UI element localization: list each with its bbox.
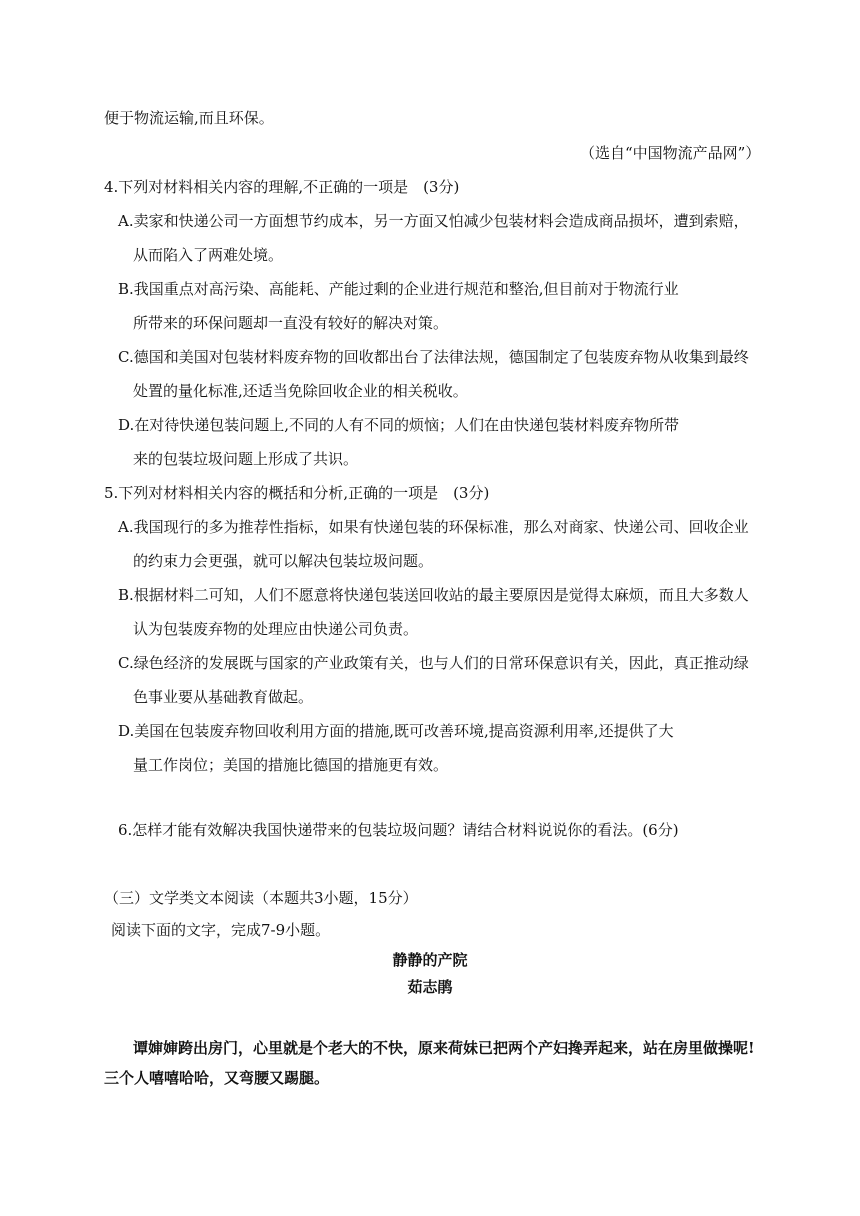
q4-stem: 4.下列对材料相关内容的理解,不正确的一项是 (3分) (104, 178, 460, 196)
q4-option-a-cont: 从而陷入了两难处境。 (133, 246, 284, 264)
q5-option-b: B.根据材料二可知，人们不愿意将快递包装送回收站的最主要原因是觉得太麻烦，而且大多数人 (118, 586, 749, 604)
story-paragraph-line1: 谭婶婶跨出房门，心里就是个老大的不快，原来荷妹已把两个产妇搀弄起来，站在房里做操呢! (133, 1039, 755, 1057)
story-paragraph-line2: 三个人嘻嘻哈哈，又弯腰又踢腿。 (104, 1069, 330, 1087)
section-heading: （三）文学类文本阅读（本题共3小题，15分） (104, 889, 418, 907)
story-author: 茹志鹃 (407, 978, 453, 996)
q6-stem: 6.怎样才能有效解决我国快递带来的包装垃圾问题？请结合材料说说你的看法。(6分) (118, 821, 679, 839)
intro-text: 便于物流运输,而且环保。 (104, 109, 274, 127)
q4-option-c: C.德国和美国对包装材料废弃物的回收都出台了法律法规，德国制定了包装废弃物从收集到最终 (118, 348, 749, 366)
q5-option-c: C.绿色经济的发展既与国家的产业政策有关，也与人们的日常环保意识有关，因此，真正推动绿 (118, 654, 749, 672)
q5-option-d-cont: 量工作岗位；美国的措施比德国的措施更有效。 (133, 756, 449, 774)
story-title: 静静的产院 (392, 951, 468, 969)
q4-option-c-cont: 处置的量化标准,还适当免除回收企业的相关税收。 (133, 382, 468, 400)
reading-instruction: 阅读下面的文字，完成7-9小题。 (111, 921, 331, 939)
q5-option-d: D.美国在包装废弃物回收利用方面的措施,既可改善环境,提高资源利用率,还提供了大 (118, 722, 674, 740)
q4-option-a: A.卖家和快递公司一方面想节约成本，另一方面又怕减少包装材料会造成商品损坏，遭到索赔， (118, 212, 749, 230)
q5-stem: 5.下列对材料相关内容的概括和分析,正确的一项是 (3分) (104, 484, 490, 502)
q5-option-a: A.我国现行的多为推荐性指标，如果有快递包装的环保标准，那么对商家、快递公司、回收企业 (118, 518, 749, 536)
q4-option-b: B.我国重点对高污染、高能耗、产能过剩的企业进行规范和整治,但目前对于物流行业 (118, 280, 679, 298)
q4-option-b-cont: 所带来的环保问题却一直没有较好的解决对策。 (133, 314, 449, 332)
q5-option-a-cont: 的约束力会更强，就可以解决包装垃圾问题。 (133, 552, 434, 570)
source-note: （选自“中国物流产品网”） (580, 144, 761, 162)
q5-option-b-cont: 认为包装废弃物的处理应由快递公司负责。 (133, 620, 419, 638)
q5-option-c-cont: 色事业要从基础教育做起。 (133, 688, 314, 706)
q4-option-d-cont: 来的包装垃圾问题上形成了共识。 (133, 450, 359, 468)
q4-option-d: D.在对待快递包装问题上,不同的人有不同的烦恼；人们在由快递包装材料废弃物所带 (118, 416, 680, 434)
